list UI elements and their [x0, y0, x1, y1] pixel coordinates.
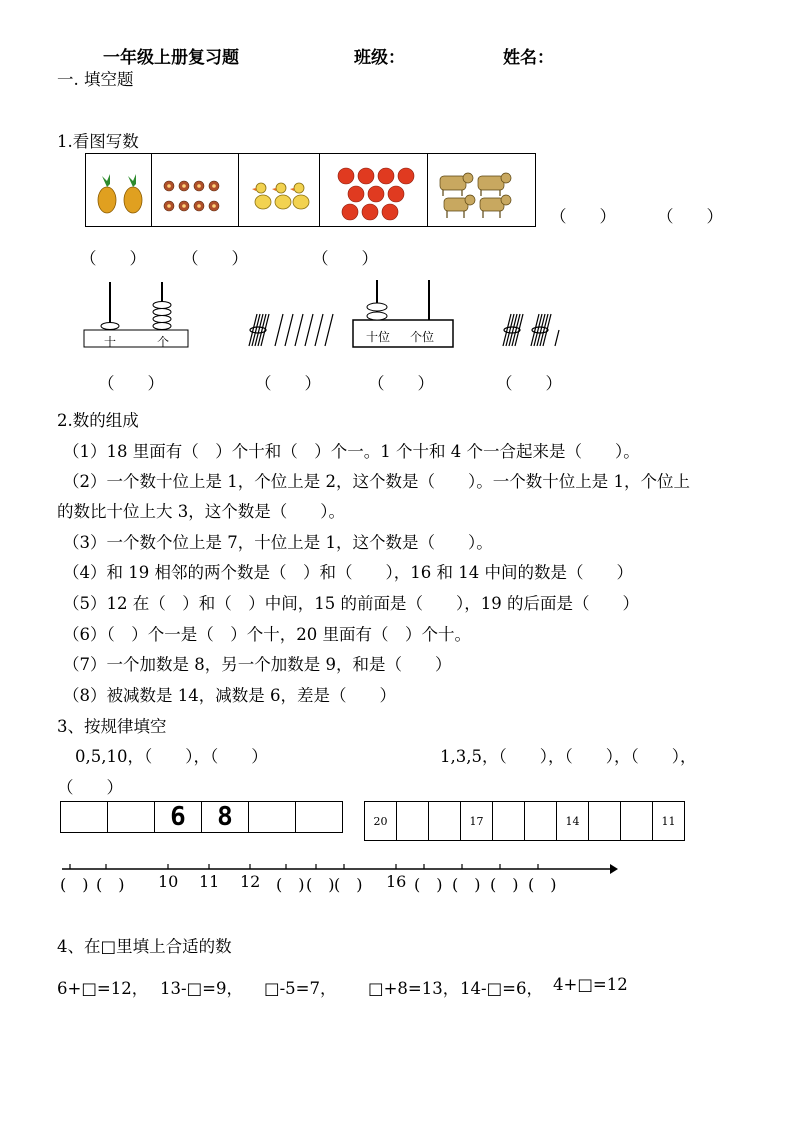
abacus-ones-label: 个	[157, 335, 170, 349]
number-box[interactable]	[397, 802, 429, 840]
number-line-label[interactable]: ( )	[306, 875, 335, 894]
answer-blank[interactable]: （ ）	[496, 374, 562, 393]
number-box[interactable]	[108, 802, 155, 832]
pineapple-cell	[86, 154, 152, 226]
number-box[interactable]	[525, 802, 557, 840]
answer-blank[interactable]: （ ）	[657, 207, 723, 226]
number-box-row	[60, 801, 343, 833]
number-line-label[interactable]: ( )	[528, 875, 557, 894]
question-line: 的数比十位上大 3，这个数是（ ）。	[57, 502, 345, 521]
number-line-label[interactable]: ( )	[452, 875, 481, 894]
flower-icon	[152, 154, 238, 226]
number-line-label[interactable]: ( )	[276, 875, 305, 894]
sequence-2-cont[interactable]: （ ）	[57, 778, 123, 797]
name-label: 姓名：	[503, 48, 554, 68]
abacus-ones-label: 个位	[410, 330, 435, 344]
number-line-label[interactable]: ( )	[414, 875, 443, 894]
number-box[interactable]	[589, 802, 621, 840]
counting-sticks-icon	[243, 310, 335, 350]
equation: 4+□=12	[553, 975, 628, 994]
answer-blank[interactable]: （ ）	[312, 249, 378, 268]
number-line-label: 10	[158, 872, 179, 891]
number-box[interactable]	[493, 802, 525, 840]
number-box[interactable]	[429, 802, 461, 840]
number-line-label: 12	[240, 872, 261, 891]
answer-blank[interactable]: （ ）	[80, 249, 146, 268]
abacus-icon	[83, 278, 191, 350]
question-line: （3）一个数个位上是 7，十位上是 1，这个数是（ ）。	[63, 533, 493, 552]
equation: 13-□=9，	[160, 979, 243, 998]
abacus-tens-label: 十	[104, 335, 117, 349]
tomato-icon	[320, 154, 427, 226]
equation: 6+□=12，	[57, 979, 149, 998]
question-line: （5）12 在（ ）和（ ）中间，15 的前面是（ ），19 的后面是（ ）	[63, 594, 639, 613]
number-line-label: 11	[199, 872, 220, 891]
number-box[interactable]	[61, 802, 108, 832]
answer-blank[interactable]: （ ）	[182, 249, 248, 268]
number-box[interactable]	[621, 802, 653, 840]
abacus-tens-label: 十位	[366, 330, 391, 344]
q2-heading: 2.数的组成	[57, 411, 139, 430]
number-box: 6	[155, 802, 202, 832]
class-label: 班级：	[354, 48, 405, 68]
cows-cell	[428, 154, 536, 226]
answer-blank[interactable]: （ ）	[98, 374, 164, 393]
number-line-label[interactable]: ( )	[60, 875, 89, 894]
ducks-cell	[239, 154, 320, 226]
question-line: （2）一个数十位上是 1，个位上是 2，这个数是（ ）。一个数十位上是 1，个位上	[63, 472, 690, 491]
number-line-label[interactable]: ( )	[96, 875, 125, 894]
number-box: 20	[365, 802, 397, 840]
question-line: （4）和 19 相邻的两个数是（ ）和（ ），16 和 14 中间的数是（ ）	[63, 563, 633, 582]
picture-strip	[85, 153, 536, 227]
number-box-row	[364, 801, 685, 841]
tomatoes-cell	[320, 154, 428, 226]
answer-blank[interactable]: （ ）	[368, 374, 434, 393]
q4-heading: 4、在□里填上合适的数	[57, 937, 232, 956]
sequence-1: 0,5,10，（ ），（ ）	[75, 747, 268, 766]
answer-blank[interactable]: （ ）	[550, 207, 616, 226]
question-line: （6）（ ）个一是（ ）个十，20 里面有（ ）个十。	[63, 625, 471, 644]
question-line: （7）一个加数是 8，另一个加数是 9，和是（ ）	[63, 655, 452, 674]
number-box: 17	[461, 802, 493, 840]
sequence-2: 1,3,5，（ ），（ ），（ ），	[440, 747, 697, 766]
number-line-label[interactable]: ( )	[490, 875, 519, 894]
equation: □+8=13，	[368, 979, 460, 998]
pineapple-icon	[86, 154, 151, 226]
number-box: 8	[202, 802, 249, 832]
duck-icon	[239, 154, 319, 226]
number-box[interactable]	[249, 802, 296, 832]
arrow-right-icon	[610, 864, 618, 874]
q3-heading: 3、按规律填空	[57, 717, 167, 736]
equation: □-5=7，	[264, 979, 337, 998]
equation: 14-□=6，	[460, 979, 543, 998]
flowers-cell	[152, 154, 239, 226]
cow-icon	[428, 154, 536, 226]
number-box: 11	[661, 814, 676, 828]
number-line-label[interactable]: ( )	[334, 875, 363, 894]
number-box: 14	[557, 802, 589, 840]
question-line: （8）被减数是 14，减数是 6，差是（ ）	[63, 686, 396, 705]
counting-sticks-icon	[497, 310, 561, 350]
section-heading: 一. 填空题	[57, 70, 134, 89]
worksheet-title: 一年级上册复习题	[103, 48, 239, 68]
number-line-label: 16	[386, 872, 407, 891]
answer-blank[interactable]: （ ）	[255, 374, 321, 393]
question-line: （1）18 里面有（ ）个十和（ ）个一。1 个十和 4 个一合起来是（ ）。	[63, 442, 640, 461]
number-box[interactable]	[296, 802, 342, 832]
q1-heading: 1.看图写数	[57, 132, 139, 151]
